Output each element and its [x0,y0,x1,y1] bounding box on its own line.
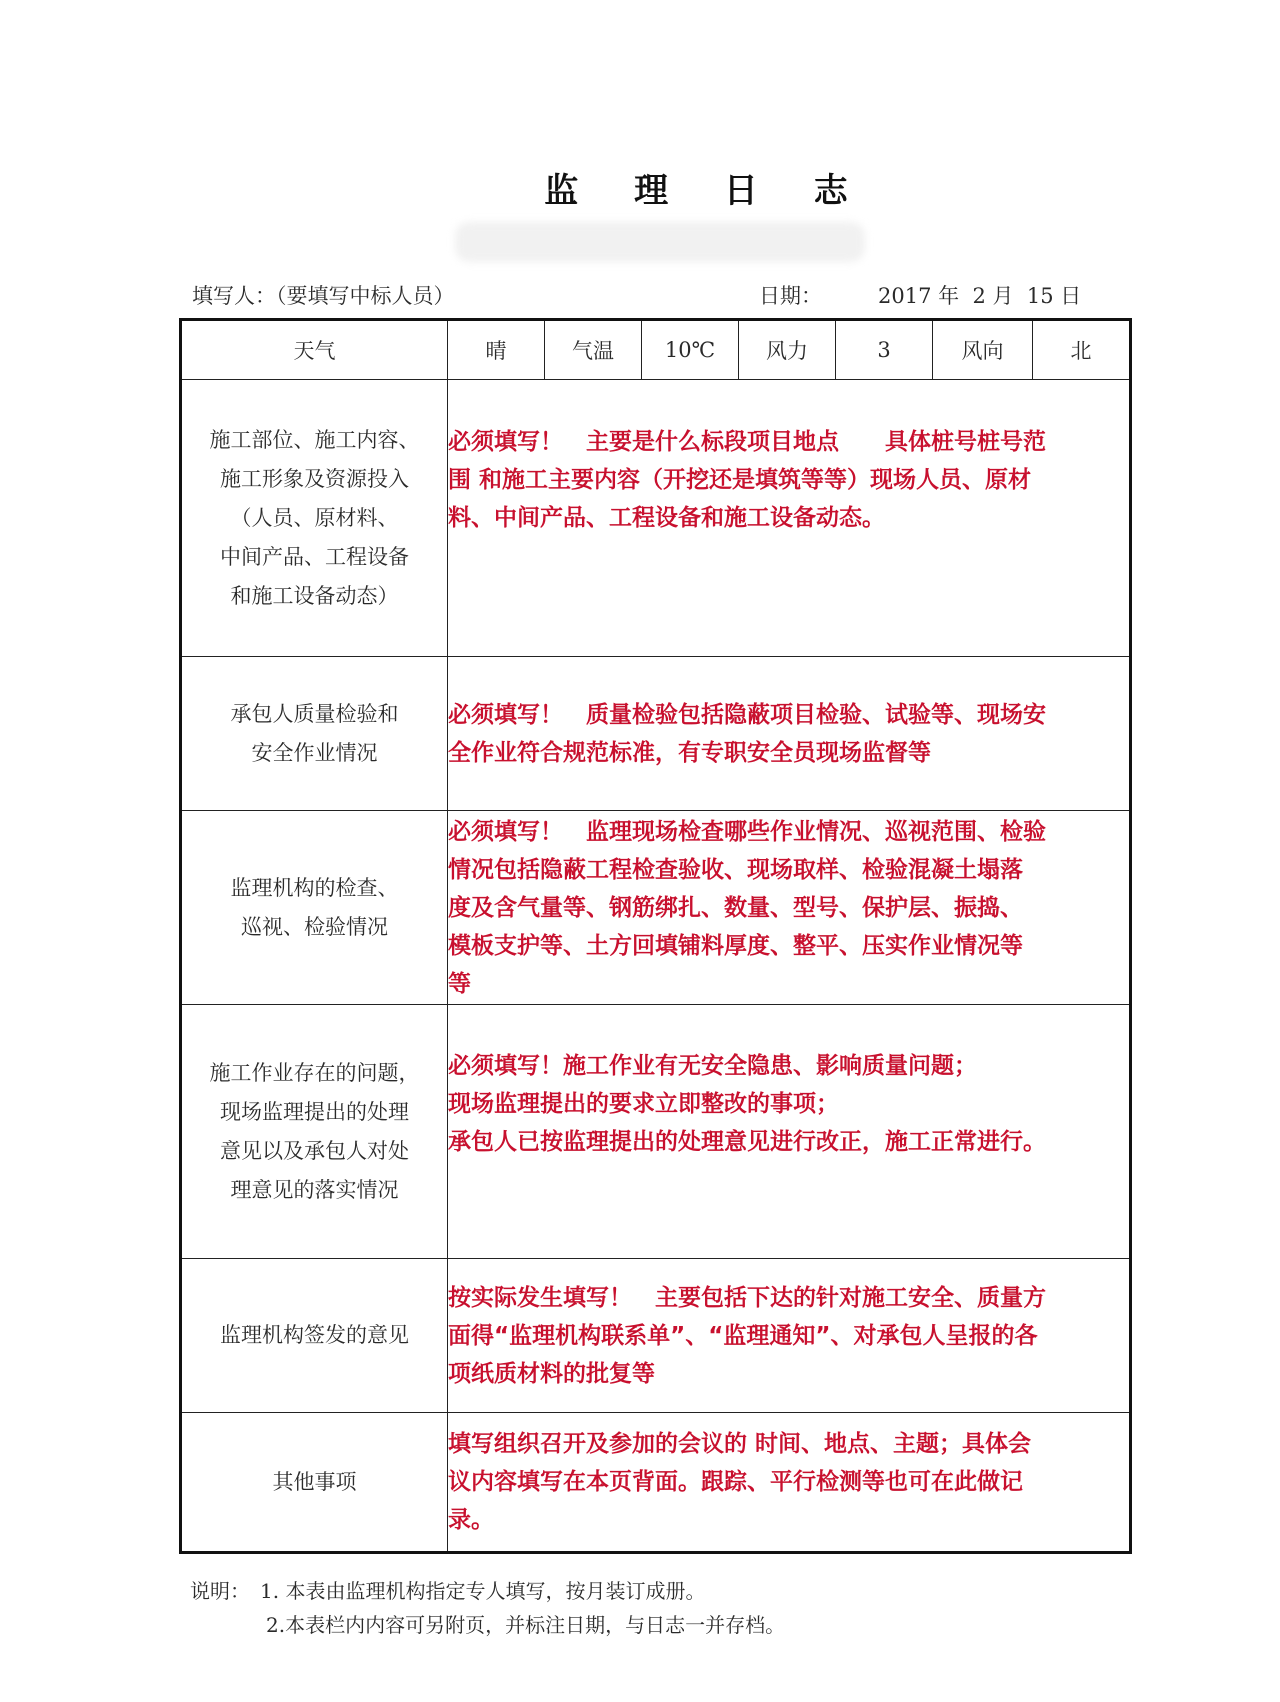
table-row [181,1005,1131,1259]
row-label: 其他事项 [181,1413,448,1553]
row-content: 必须填写！ 质量检验包括隐蔽项目检验、试验等、现场安 全作业符合规范标准，有专职安全员现场监督等 [448,657,1131,811]
table-row [181,1413,1131,1553]
date-year: 2017 年 [878,284,960,308]
footnote-1: 说明： 1. 本表由监理机构指定专人填写，按月装订成册。 [190,1579,706,1603]
row-label: 承包人质量检验和 安全作业情况 [181,657,448,811]
row-label: 监理机构签发的意见 [181,1259,448,1413]
log-table [179,318,1132,1554]
table-row [181,811,1131,1005]
row-content: 按实际发生填写！ 主要包括下达的针对施工安全、质量方 面得“监理机构联系单”、“监理通知”、对承包人呈报的各 项纸质材料的批复等 [448,1259,1131,1413]
blurred-stamp-area [455,222,865,262]
row-content: 填写组织召开及参加的会议的 时间、地点、主题；具体会 议内容填写在本页背面。跟踪、平行检测等也可在此做记 录。 [448,1413,1131,1553]
wind-direction-value: 北 [1033,320,1131,380]
row-content: 必须填写！ 监理现场检查哪些作业情况、巡视范围、检验 情况包括隐蔽工程检查验收、现场取样、检验混凝土塌落 度及含气量等、钢筋绑扎、数量、型号、保护层、振捣、 模板支护等、土方回填铺料厚度、整平、压实作业情况等 等 [448,811,1131,1005]
date-label: 日期： [759,284,822,308]
wind-force-value: 3 [836,320,933,380]
row-content: 必须填写！施工作业有无安全隐患、影响质量问题； 现场监理提出的要求立即整改的事项； 承包人已按监理提出的处理意见进行改正，施工正常进行。 [448,1005,1131,1259]
date-month: 2 月 [972,284,1014,308]
row-label: 监理机构的检查、 巡视、检验情况 [181,811,448,1005]
row-content: 必须填写！ 主要是什么标段项目地点 具体桩号桩号范 围 和施工主要内容（开挖还是填筑等等）现场人员、原材 料、中间产品、工程设备和施工设备动态。 [448,380,1131,657]
footnote-2: 2.本表栏内内容可另附页，并标注日期，与日志一并存档。 [266,1613,786,1637]
temperature-value: 10℃ [642,320,739,380]
wind-direction-label: 风向 [933,320,1033,380]
weather-row [181,320,1131,380]
footnotes [190,1574,785,1642]
date-field [759,280,1081,310]
filler-field: 填写人：（要填写中标人员） [192,284,455,308]
temperature-label: 气温 [545,320,642,380]
row-label: 施工部位、施工内容、 施工形象及资源投入 （人员、原材料、 中间产品、工程设备 和施工设备动态） [181,380,448,657]
wind-force-label: 风力 [739,320,836,380]
row-label: 施工作业存在的问题， 现场监理提出的处理 意见以及承包人对处 理意见的落实情况 [181,1005,448,1259]
page-title: 监 理 日 志 [544,171,870,211]
weather-value: 晴 [448,320,545,380]
weather-label: 天气 [181,320,448,380]
table-row [181,1259,1131,1413]
table-row [181,657,1131,811]
table-row [181,380,1131,657]
date-day: 15 日 [1026,284,1082,308]
